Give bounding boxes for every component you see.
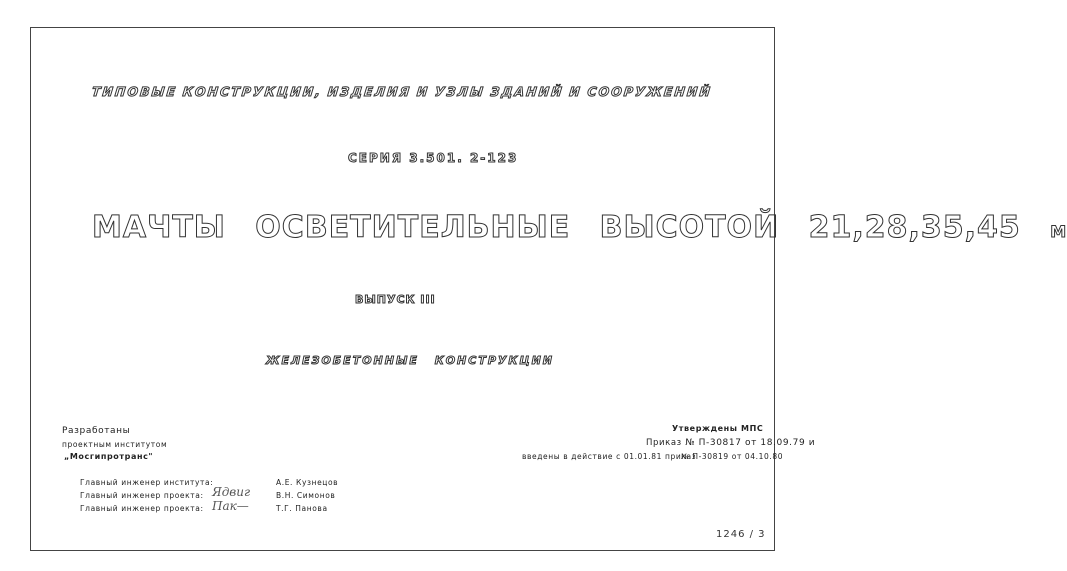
signature: Ядвиг xyxy=(212,485,251,499)
signatory-name: Т.Г. Панова xyxy=(276,504,328,513)
approval-title: Утверждены МПС xyxy=(672,424,764,433)
signatory-role: Главный инженер института: xyxy=(80,478,214,487)
header-title xyxy=(91,84,713,99)
header-word: ЗДАНИЙ xyxy=(489,84,565,99)
header-word: СООРУЖЕНИЙ xyxy=(586,84,713,99)
approval-enacted: введены в действие с 01.01.81 приказ xyxy=(522,452,697,461)
signatory-name: В.Н. Симонов xyxy=(276,491,336,500)
header-word: И xyxy=(416,84,431,99)
series-label: СЕРИЯ 3.501. 2-123 xyxy=(348,151,519,165)
signature: Пак— xyxy=(212,499,249,513)
main-title-unit: М xyxy=(1050,222,1067,241)
main-title-text: МАЧТЫ ОСВЕТИТЕЛЬНЫЕ ВЫСОТОЙ 21,28,35,45 xyxy=(92,210,1021,245)
header-word: УЗЛЫ xyxy=(434,84,486,99)
order-number: № П-30817 от 18.09.79 и xyxy=(685,438,816,448)
drawing-frame xyxy=(30,27,775,551)
approval-order-2: № П-30819 от 04.10.80 xyxy=(681,452,784,461)
developer-line-2: проектным институтом xyxy=(62,440,168,449)
signatory-role: Главный инженер проекта: xyxy=(80,504,204,513)
signatory-name: А.Е. Кузнецов xyxy=(276,478,339,487)
order-prefix: Приказ xyxy=(646,438,682,448)
developer-line-3: „Мосгипротранс" xyxy=(64,452,154,461)
reference-number: 1246 / 3 xyxy=(716,529,766,540)
header-word: И xyxy=(568,84,583,99)
developer-line-1: Разработаны xyxy=(62,426,131,436)
main-title xyxy=(92,210,1067,245)
signatory-role: Главный инженер проекта: xyxy=(80,491,204,500)
approval-order-1 xyxy=(646,438,815,448)
header-word: ИЗДЕЛИЯ xyxy=(326,84,413,99)
issue-label: ВЫПУСК III xyxy=(355,293,436,306)
header-word: КОНСТРУКЦИИ, xyxy=(181,84,323,99)
header-word: ТИПОВЫЕ xyxy=(91,84,178,99)
subtitle: ЖЕЛЕЗОБЕТОННЫЕ КОНСТРУКЦИИ xyxy=(266,354,554,367)
